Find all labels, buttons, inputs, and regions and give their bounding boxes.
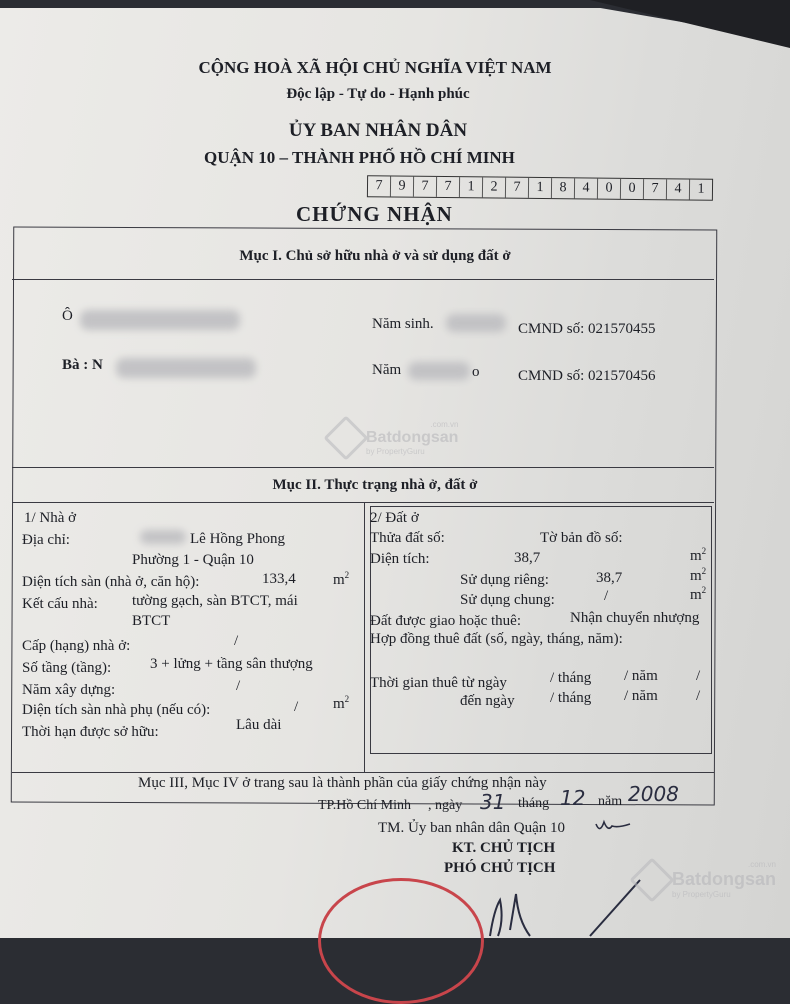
aux-area-label: Diện tích sàn nhà phụ (nếu có): [22,702,211,718]
day-label: , ngày [428,798,463,813]
ownership-term-label: Thời hạn được sở hữu: [22,724,159,740]
year-label: năm [598,794,623,809]
land-area-value: 38,7 [514,550,541,566]
redacted-address [140,530,186,544]
shared-use-value: / [604,588,609,604]
grade-label: Cấp (hạng) nhà ở: [22,638,131,654]
watermark: .com.vn Batdongsan by PropertyGuru [330,420,458,456]
lease-to-label: đến ngày [460,693,515,709]
issue-month: 12 [560,786,586,810]
month-label: tháng [518,796,550,811]
year-built-value: / [236,678,241,694]
lease-contract-label: Hợp đồng thuê đất (số, ngày, tháng, năm): [370,631,623,647]
shared-use-label: Sử dụng chung: [460,592,555,608]
owner2-prefix: Bà : N [62,357,103,373]
map-sheet-label: Tờ bản đồ số: [540,530,623,546]
allocation-label: Đất được giao hoặc thuê: [370,613,522,629]
redacted-name [80,310,240,330]
divider [12,467,714,468]
lease-from-slash: / [696,668,701,684]
section1-title: Mục I. Chủ sở hữu nhà ở và sử dụng đất ở [239,248,511,264]
issue-day: 31 [480,790,506,814]
section2-title: Mục II. Thực trạng nhà ở, đất ở [272,477,478,493]
lease-to-slash: / [696,688,701,704]
grade-value: / [234,633,239,649]
signer-organization: TM. Ủy ban nhân dân Quận 10 [378,820,566,836]
signer-title-2: PHÓ CHỦ TỊCH [444,860,556,876]
structure-label: Kết cấu nhà: [22,596,98,612]
address-line2: Phường 1 - Quận 10 [132,552,254,568]
signer-title-1: KT. CHỦ TỊCH [452,840,556,856]
country-name: CỘNG HOÀ XÃ HỘI CHỦ NGHĨA VIỆT NAM [198,58,552,77]
private-use-label: Sử dụng riêng: [460,572,549,588]
lease-from-label: Thời gian thuê từ ngày [370,675,507,691]
land-heading: 2/ Đất ở [370,510,419,526]
floor-area-label: Diện tích sàn (nhà ở, căn hộ): [22,574,200,590]
floor-area-unit: $m^2$ [333,570,350,588]
owner2-id: CMND số: 021570456 [518,368,656,384]
address-label: Địa chỉ: [22,532,70,548]
committee-name: ỦY BAN NHÂN DÂN [288,120,468,141]
ownership-term-value: Lâu dài [236,717,282,733]
brand-logo-icon [629,857,674,902]
allocation-value: Nhận chuyển nhượng [570,610,700,626]
owner2-birth-label: Năm [372,362,402,378]
land-area-unit: $m^2$ [690,546,707,564]
floors-label: Số tầng (tầng): [22,660,112,676]
floors-value: 3 + lửng + tầng sân thượng [150,656,313,672]
document-title: CHỨNG NHẬN [296,202,453,226]
lease-to-month: / tháng [550,690,592,706]
lease-to-year: / năm [624,688,658,704]
watermark: .com.vn Batdongsan by PropertyGuru [636,860,776,899]
column-divider [364,502,365,772]
official-seal [318,878,484,1004]
district-name: QUẬN 10 – THÀNH PHỐ HỒ CHÍ MINH [204,148,515,167]
owner1-id: CMND số: 021570455 [518,321,656,337]
brand-logo-icon [323,415,368,460]
owner1-prefix: Ô [62,308,73,324]
plot-label: Thửa đất số: [370,530,445,546]
redacted-birth [446,314,506,332]
issue-year: 2008 [628,782,679,806]
divider [12,279,714,280]
shared-use-unit: $m^2$ [690,585,707,603]
house-heading: 1/ Nhà ở [24,510,77,526]
address-line1: Lê Hồng Phong [190,531,285,547]
initial-signature [594,818,634,836]
lease-from-year: / năm [624,668,658,684]
land-area-label: Diện tích: [370,551,430,567]
owner2-birth-tail: o [472,364,480,380]
private-use-value: 38,7 [596,570,623,586]
aux-area-value: / [294,699,299,715]
floor-area-value: 133,4 [262,571,296,587]
footer-note: Mục III, Mục IV ở trang sau là thành phần của giấy chứng nhận này [138,775,547,791]
private-use-unit: $m^2$ [690,566,707,584]
year-built-label: Năm xây dựng: [22,682,116,698]
redacted-birth [408,362,470,380]
redacted-name [116,358,256,378]
serial-number: 7 9 7 7 1 2 7 1 8 4 0 0 7 4 1 [367,175,713,201]
structure-value: tường gạch, sàn BTCT, mái [132,593,298,609]
lease-from-month: / tháng [550,670,592,686]
divider [12,502,714,503]
motto: Độc lập - Tự do - Hạnh phúc [286,86,470,102]
structure-value-2: BTCT [132,613,171,629]
owner1-birth-label: Năm sinh. [372,316,434,332]
aux-area-unit: $m^2$ [333,694,350,712]
issue-place: TP.Hồ Chí Minh [318,798,411,813]
official-signature [470,870,650,938]
divider [12,772,714,773]
